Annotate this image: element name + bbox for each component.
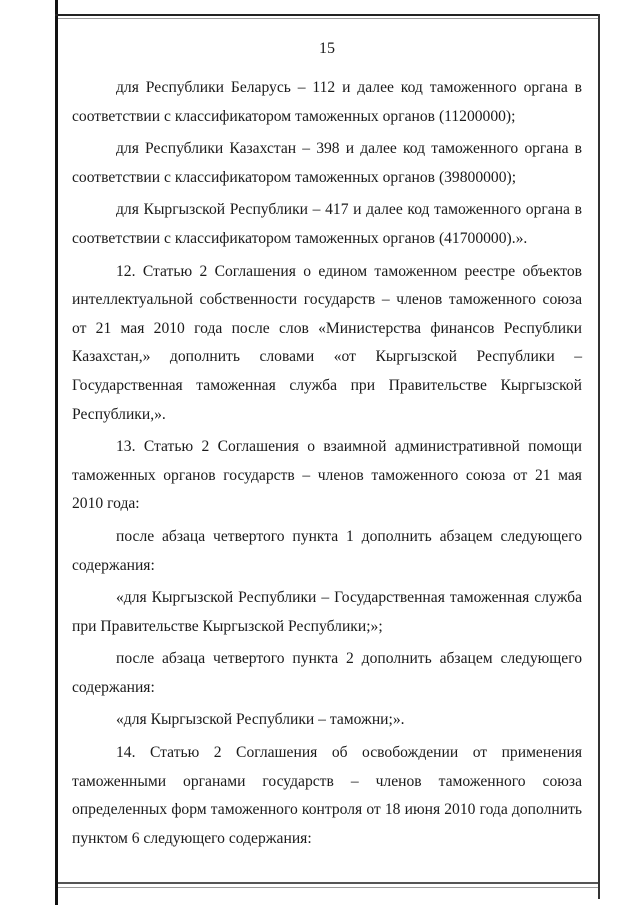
scan-top-edge [55, 14, 600, 16]
scan-bottom-edge-shadow [58, 887, 598, 888]
paragraph-quote-customs-houses: «для Кыргызской Республики – таможни;». [116, 711, 405, 729]
paragraph-point-1-addition: после абзаца четвертого пункта 1 дополнить абзацем следующего содержания: [72, 527, 582, 574]
paragraph-belarus-code: для Республики Беларусь – 112 и далее код таможенного органа в соответствии с классификатором таможенных органов (11200000); [72, 79, 582, 125]
scan-bottom-edge [58, 882, 598, 884]
paragraph-point-2-addition: после абзаца четвертого пункта 2 дополнить абзацем следующего содержания: [72, 650, 582, 696]
page-number: 15 [319, 40, 335, 57]
document-body [72, 40, 582, 853]
paragraph-item-13: 13. Статью 2 Соглашения о взаимной административной помощи таможенных органов государств – членов таможенного союза от 21 мая 2010 года: [72, 438, 582, 513]
scan-top-edge-shadow [58, 18, 600, 19]
scan-left-edge [55, 0, 58, 905]
paragraph-kyrgyzstan-code: для Кыргызской Республики – 417 и далее код таможенного органа в соответствии с классификатором таможенных органов (41700000).». [72, 201, 582, 247]
paragraph-item-14: 14. Статью 2 Соглашения об освобождении от применения таможенными органами государств – членов таможенного союза определенных форм таможенного контроля от 18 июня 2010 года дополнить пунктом 6 следующего содержания: [72, 744, 582, 847]
paragraph-quote-customs-service: «для Кыргызской Республики – Государственная таможенная служба при Правительстве Кыргызской Республики;»; [72, 589, 582, 635]
scan-right-edge [598, 14, 600, 899]
paragraph-item-12: 12. Статью 2 Соглашения о едином таможенном реестре объектов интеллектуальной собственности государств – членов таможенного союза от 21 мая 2010 года после слов «Министерства финансов Республики Казахстан,» дополнить словами «от Кыргызской Республики – Государственная таможенная служба при Правительстве Кыргызской Республики,». [72, 262, 582, 423]
paragraph-kazakhstan-code: для Республики Казахстан – 398 и далее код таможенного органа в соответствии с классификатором таможенных органов (39800000); [72, 140, 582, 186]
